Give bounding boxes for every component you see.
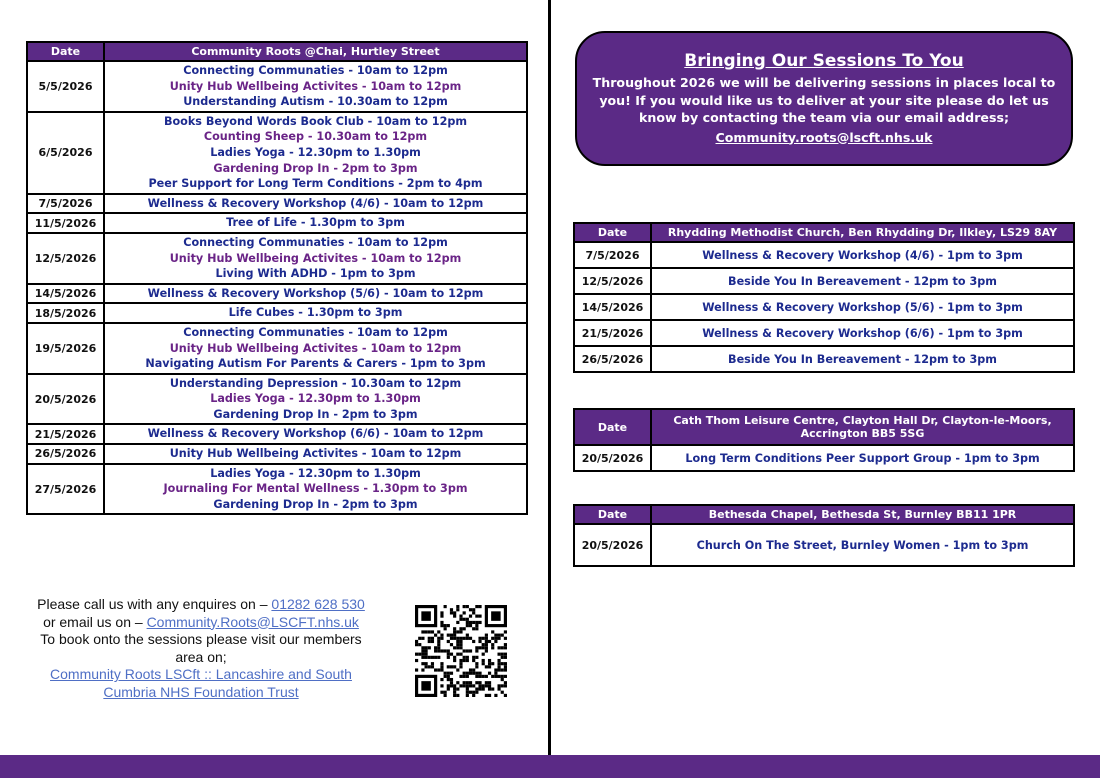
session-item: Books Beyond Words Book Club - 10am to 12pm — [163, 114, 468, 128]
session-item: Unity Hub Wellbeing Activites - 10am to 12pm — [169, 341, 462, 355]
email-text: or email us on – — [43, 613, 147, 630]
date-header: Date — [574, 223, 651, 242]
session-item: Life Cubes - 1.30pm to 3pm — [228, 306, 403, 320]
table-row — [574, 320, 1074, 346]
row-date: 14/5/2026 — [574, 294, 651, 320]
footer-bar — [0, 755, 1100, 778]
banner-title: Bringing Our Sessions To You — [684, 51, 964, 71]
session-item: Connecting Communaties - 10am to 12pm — [183, 325, 448, 339]
venue-table-rhydding — [573, 222, 1075, 373]
session-item: Ladies Yoga - 12.30pm to 1.30pm — [210, 145, 421, 159]
session-item: Peer Support for Long Term Conditions - 2pm to 4pm — [148, 177, 483, 191]
members-area-link[interactable]: Community Roots LSCft :: Lancashire and South Cumbria NHS Foundation Trust — [50, 666, 352, 700]
session-item: Connecting Communaties - 10am to 12pm — [183, 235, 448, 249]
session-item: Wellness & Recovery Workshop (6/6) - 10am to 12pm — [147, 427, 484, 441]
row-session: Beside You In Bereavement - 12pm to 3pm — [651, 346, 1074, 372]
table-row — [574, 294, 1074, 320]
table-row — [27, 424, 527, 444]
session-item: Journaling For Mental Wellness - 1.30pm to 3pm — [163, 482, 468, 496]
session-item: Ladies Yoga - 12.30pm to 1.30pm — [210, 466, 421, 480]
row-sessions — [104, 374, 527, 425]
sessions-banner — [575, 31, 1073, 166]
row-sessions — [104, 464, 527, 515]
row-date: 18/5/2026 — [27, 303, 104, 323]
contact-info — [26, 596, 376, 702]
chai-schedule-table — [26, 41, 528, 515]
row-date: 12/5/2026 — [574, 268, 651, 294]
banner-email-link[interactable]: Community.roots@lscft.nhs.uk — [715, 129, 933, 145]
row-date: 26/5/2026 — [27, 444, 104, 464]
row-sessions — [104, 61, 527, 112]
session-item: Connecting Communaties - 10am to 12pm — [183, 64, 448, 77]
row-session: Wellness & Recovery Workshop (4/6) - 1pm to 3pm — [651, 242, 1074, 268]
date-header: Date — [574, 505, 651, 524]
row-date: 12/5/2026 — [27, 233, 104, 284]
date-header: Date — [574, 409, 651, 445]
session-item: Understanding Autism - 10.30am to 12pm — [183, 95, 448, 109]
session-item: Understanding Depression - 10.30am to 12pm — [169, 376, 462, 390]
table-row — [27, 284, 527, 304]
session-item: Wellness & Recovery Workshop (5/6) - 10am to 12pm — [147, 286, 484, 300]
table-row — [574, 445, 1074, 471]
session-item: Tree of Life - 1.30pm to 3pm — [226, 216, 405, 230]
row-session: Wellness & Recovery Workshop (6/6) - 1pm to 3pm — [651, 320, 1074, 346]
row-date: 11/5/2026 — [27, 213, 104, 233]
row-sessions — [104, 112, 527, 194]
session-item: Gardening Drop In - 2pm to 3pm — [213, 407, 418, 421]
table-row — [574, 346, 1074, 372]
session-item: Unity Hub Wellbeing Activites - 10am to 12pm — [169, 79, 462, 93]
row-date: 19/5/2026 — [27, 323, 104, 374]
session-item: Gardening Drop In - 2pm to 3pm — [213, 497, 418, 511]
row-sessions — [104, 284, 527, 304]
row-date: 21/5/2026 — [27, 424, 104, 444]
row-date: 26/5/2026 — [574, 346, 651, 372]
row-sessions — [104, 233, 527, 284]
row-sessions — [104, 323, 527, 374]
row-sessions — [104, 444, 527, 464]
table-row — [27, 303, 527, 323]
row-date: 7/5/2026 — [27, 194, 104, 214]
table-row — [27, 194, 527, 214]
session-item: Wellness & Recovery Workshop (4/6) - 10am to 12pm — [147, 196, 484, 210]
table-row — [574, 242, 1074, 268]
row-date: 6/5/2026 — [27, 112, 104, 194]
venue-table-cath-thom — [573, 408, 1075, 472]
table-row — [27, 112, 527, 194]
session-item: Ladies Yoga - 12.30pm to 1.30pm — [210, 392, 421, 406]
table-row — [27, 464, 527, 515]
call-text: Please call us with any enquires on – — [37, 596, 272, 612]
venue-header: Bethesda Chapel, Bethesda St, Burnley BB11 1PR — [651, 505, 1074, 524]
qr-code-icon — [415, 605, 507, 697]
row-sessions — [104, 424, 527, 444]
venue-header: Cath Thom Leisure Centre, Clayton Hall Dr, Clayton-le-Moors, Accrington BB5 5SG — [651, 409, 1074, 445]
row-date: 14/5/2026 — [27, 284, 104, 304]
venue-header: Community Roots @Chai, Hurtley Street — [104, 42, 527, 61]
row-session: Wellness & Recovery Workshop (5/6) - 1pm to 3pm — [651, 294, 1074, 320]
session-item: Counting Sheep - 10.30am to 12pm — [203, 130, 428, 144]
row-session: Long Term Conditions Peer Support Group - 1pm to 3pm — [651, 445, 1074, 471]
table-row — [574, 268, 1074, 294]
row-date: 21/5/2026 — [574, 320, 651, 346]
table-row — [27, 323, 527, 374]
table-row — [574, 524, 1074, 566]
venue-header: Rhydding Methodist Church, Ben Rhydding Dr, Ilkley, LS29 8AY — [651, 223, 1074, 242]
row-date: 7/5/2026 — [574, 242, 651, 268]
table-row — [27, 213, 527, 233]
row-sessions — [104, 213, 527, 233]
email-link[interactable]: Community.Roots@LSCFT.nhs.uk — [146, 613, 359, 630]
row-date: 20/5/2026 — [27, 374, 104, 425]
row-session: Church On The Street, Burnley Women - 1pm to 3pm — [651, 524, 1074, 566]
row-session: Beside You In Bereavement - 12pm to 3pm — [651, 268, 1074, 294]
venue-table-bethesda — [573, 504, 1075, 567]
row-date: 27/5/2026 — [27, 464, 104, 515]
row-sessions — [104, 303, 527, 323]
row-date: 5/5/2026 — [27, 61, 104, 112]
row-sessions — [104, 194, 527, 214]
session-item: Unity Hub Wellbeing Activites - 10am to 12pm — [169, 251, 462, 265]
table-row — [27, 444, 527, 464]
phone-link[interactable]: 01282 628 530 — [271, 596, 365, 612]
session-item: Gardening Drop In - 2pm to 3pm — [213, 161, 418, 175]
table-row — [27, 374, 527, 425]
session-item: Living With ADHD - 1pm to 3pm — [215, 267, 416, 281]
row-date: 20/5/2026 — [574, 445, 651, 471]
booking-text: To book onto the sessions please visit our members area on; — [40, 631, 362, 665]
table-row — [27, 233, 527, 284]
banner-text: Throughout 2026 we will be delivering sessions in places local to you! If you would like us to deliver at your site please do let us know by contacting the team via our email address; — [592, 75, 1056, 125]
session-item: Navigating Autism For Parents & Carers - 1pm to 3pm — [145, 357, 486, 371]
row-date: 20/5/2026 — [574, 524, 651, 566]
table-row — [27, 61, 527, 112]
session-item: Unity Hub Wellbeing Activites - 10am to 12pm — [169, 447, 462, 461]
page-divider — [548, 0, 551, 778]
date-header: Date — [27, 42, 104, 61]
